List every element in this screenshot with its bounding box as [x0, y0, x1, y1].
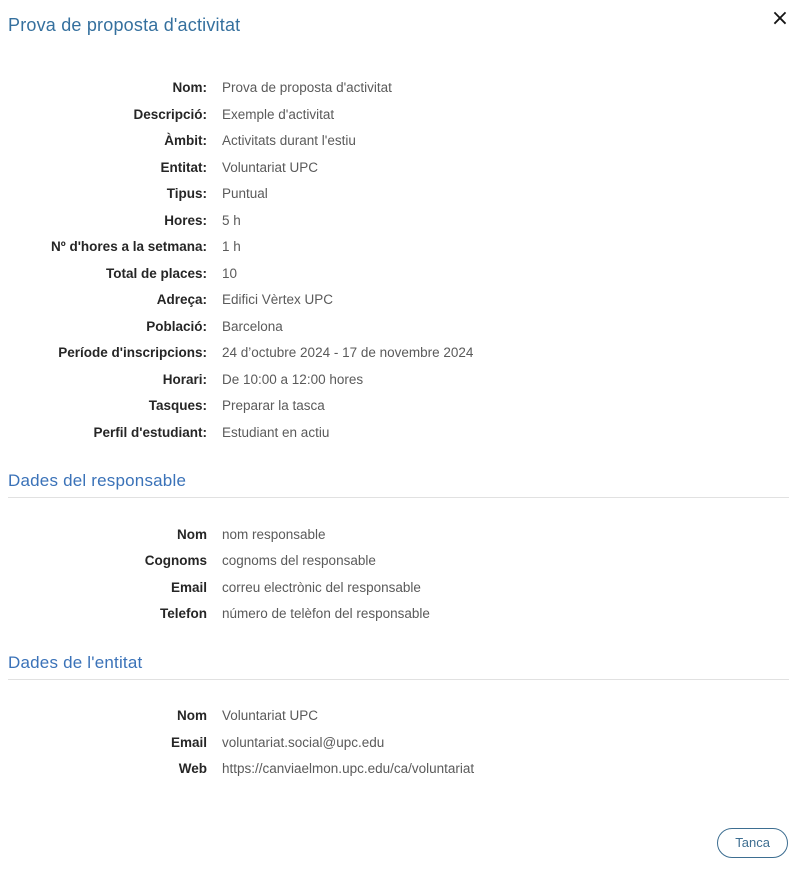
field-value: https://canviaelmon.upc.edu/ca/voluntariat [222, 761, 475, 776]
field-value: 10 [222, 265, 238, 281]
field-label: Àmbit: [164, 133, 207, 148]
field-label: Adreça: [156, 292, 207, 307]
field-value: Voluntariat UPC [222, 708, 319, 723]
detail-row [8, 424, 789, 442]
entitat-details [8, 707, 789, 778]
field-label: Descripció: [133, 106, 207, 122]
responsable-details [8, 526, 789, 624]
detail-row [8, 344, 789, 362]
field-label: Web [178, 761, 207, 776]
detail-row [8, 605, 789, 623]
detail-row [8, 760, 789, 778]
field-label: Horari: [162, 371, 207, 387]
field-label: Nom: [172, 80, 207, 95]
dialog-header [8, 0, 789, 37]
section-heading-entitat: Dades de l'entitat [8, 653, 143, 672]
field-value: cognoms del responsable [222, 553, 376, 568]
field-value: Edifici Vèrtex UPC [222, 292, 334, 307]
detail-row [8, 265, 789, 283]
detail-row [8, 291, 789, 309]
detail-row [8, 106, 789, 124]
field-label: Total de places: [105, 265, 207, 281]
field-label: Nom [177, 708, 207, 723]
field-label: Nº d'hores a la setmana: [51, 239, 207, 254]
detail-row [8, 159, 789, 177]
field-value: Voluntariat UPC [222, 159, 319, 175]
detail-row [8, 238, 789, 256]
section-heading-responsable: Dades del responsable [8, 470, 187, 490]
field-label: Entitat: [160, 159, 207, 175]
field-label: Email [170, 734, 207, 750]
field-label: Email [170, 579, 207, 595]
field-value: 1 h [222, 239, 241, 254]
field-label: Telefon [160, 606, 207, 621]
field-value: Preparar la tasca [222, 398, 325, 413]
detail-row [8, 212, 789, 230]
field-label: Període d'inscripcions: [58, 345, 207, 360]
field-value: número de telèfon del responsable [222, 606, 430, 621]
detail-row [8, 397, 789, 415]
detail-row [8, 552, 789, 570]
close-icon[interactable]: × [765, 4, 795, 34]
activity-details [8, 79, 789, 442]
close-dialog-button[interactable]: Tanca [717, 828, 788, 858]
detail-row [8, 132, 789, 150]
field-value: Activitats durant l'estiu [222, 133, 356, 148]
field-label: Cognoms [144, 553, 207, 568]
field-value: Barcelona [222, 318, 283, 334]
field-value: Puntual [222, 186, 268, 201]
field-label: Nom [177, 526, 207, 542]
field-label: Hores: [164, 212, 207, 228]
dialog-footer [717, 828, 788, 858]
dialog-title: Prova de proposta d'activitat [8, 15, 241, 35]
field-label: Tasques: [148, 398, 207, 413]
detail-row [8, 185, 789, 203]
field-label: Perfil d'estudiant: [93, 424, 207, 440]
field-value: Exemple d'activitat [222, 106, 335, 122]
detail-row [8, 734, 789, 752]
detail-row [8, 318, 789, 336]
field-value: 24 d’octubre 2024 - 17 de novembre 2024 [222, 345, 474, 360]
field-value: Prova de proposta d'activitat [222, 80, 392, 95]
field-value: 5 h [222, 212, 241, 228]
field-value: correu electrònic del responsable [222, 579, 421, 595]
section-divider [8, 497, 789, 498]
detail-row [8, 707, 789, 725]
section-divider [8, 679, 789, 680]
field-label: Població: [146, 318, 207, 334]
field-value: Estudiant en actiu [222, 424, 330, 440]
field-value: voluntariat.social@upc.edu [222, 734, 385, 750]
field-label: Tipus: [166, 186, 207, 201]
detail-row [8, 371, 789, 389]
detail-row [8, 526, 789, 544]
detail-row [8, 579, 789, 597]
detail-row [8, 79, 789, 97]
field-value: De 10:00 a 12:00 hores [222, 371, 364, 387]
field-value: nom responsable [222, 526, 326, 542]
